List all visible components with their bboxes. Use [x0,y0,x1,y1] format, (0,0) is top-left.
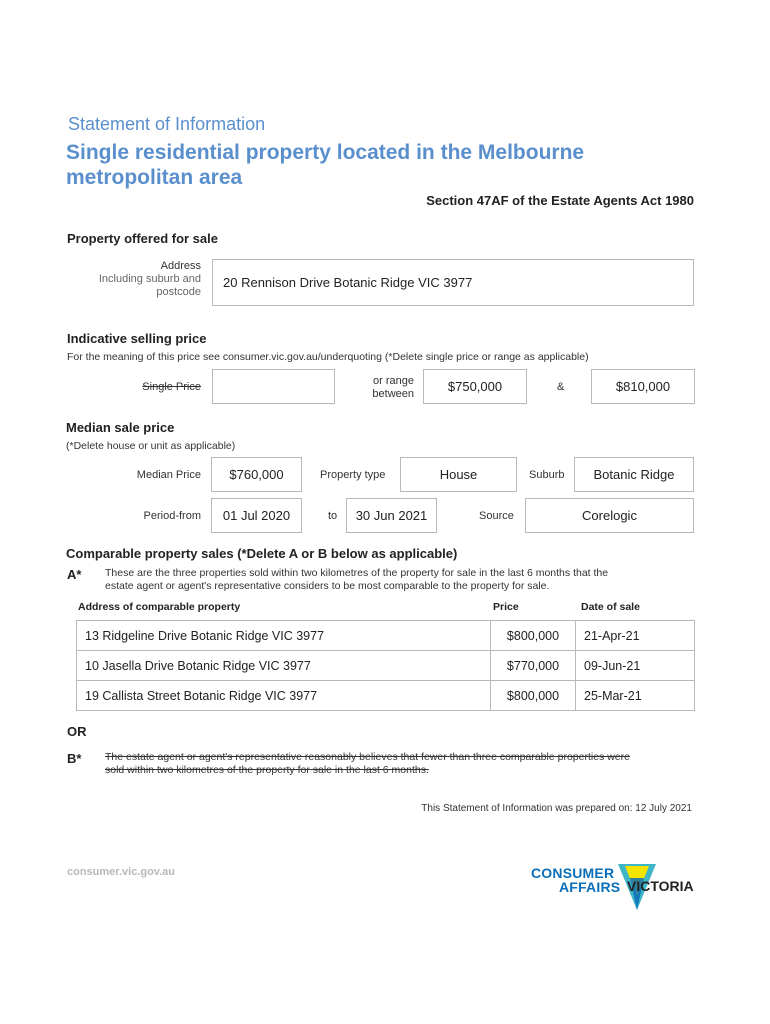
logo-consumer-text: CONSUMER [531,865,615,881]
document-subtitle [66,140,584,190]
column-price-header: Price [493,601,519,613]
column-address-header: Address of comparable property [78,601,241,613]
website-link[interactable]: consumer.vic.gov.au [67,866,176,878]
option-b-marker: B* [67,751,82,766]
range-label-line-1: or range [373,375,414,387]
comparable-sales-table [76,620,695,711]
logo-victoria-text: VICTORIA [627,878,694,894]
period-to-field[interactable] [346,498,437,533]
range-and-label: & [557,381,565,393]
act-reference: Section 47AF of the Estate Agents Act 1980 [426,193,694,208]
address-label-line-3: postcode [156,286,201,298]
option-b-text [105,751,630,777]
suburb-field[interactable] [574,457,694,492]
option-a-text-line-2: estate agent or agent's representative considers to be most comparable to the property for sale. [105,580,550,592]
address-value: 20 Rennison Drive Botanic Ridge VIC 3977 [223,275,473,290]
option-a-text [105,567,608,593]
comparable-address-cell[interactable]: 10 Jasella Drive Botanic Ridge VIC 3977 [77,651,491,681]
suburb-value: Botanic Ridge [593,467,675,482]
single-price-label: Single Price [142,381,201,393]
prepared-date: This Statement of Information was prepared on: 12 July 2021 [421,803,692,814]
source-label: Source [479,510,514,522]
comparable-price-cell[interactable]: $800,000 [491,621,576,651]
logo-affairs-text: AFFAIRS [559,879,621,895]
period-from-label: Period-from [143,510,201,522]
address-label [60,260,201,299]
comparable-date-cell[interactable]: 25-Mar-21 [576,681,695,711]
source-field[interactable] [525,498,694,533]
property-type-value: House [439,467,478,482]
consumer-affairs-victoria-logo [531,862,699,912]
property-heading: Property offered for sale [67,231,218,246]
address-label-line-2: Including suburb and [98,273,201,285]
indicative-heading: Indicative selling price [67,331,207,346]
property-type-label: Property type [320,469,386,481]
table-row [77,681,695,711]
period-to-value: 30 Jun 2021 [355,508,428,523]
period-from-field[interactable] [211,498,302,533]
property-type-field[interactable] [400,457,517,492]
column-date-header: Date of sale [581,601,640,613]
median-note: (*Delete house or unit as applicable) [66,440,236,452]
option-a-marker: A* [67,567,82,582]
range-high-value: $810,000 [615,379,671,394]
range-high-field[interactable] [591,369,695,404]
period-to-label: to [328,510,338,522]
comparable-date-cell[interactable]: 21-Apr-21 [576,621,695,651]
or-separator: OR [67,724,87,739]
range-low-field[interactable] [423,369,527,404]
comparable-price-cell[interactable]: $800,000 [491,681,576,711]
range-low-value: $750,000 [447,379,503,394]
range-label [340,375,414,401]
comparable-address-cell[interactable]: 19 Callista Street Botanic Ridge VIC 3977 [77,681,491,711]
suburb-label: Suburb [529,469,565,481]
document-title: Statement of Information [68,114,266,134]
median-price-label: Median Price [136,469,201,481]
single-price-field[interactable] [212,369,335,404]
indicative-note: For the meaning of this price see consumer.vic.gov.au/underquoting (*Delete single price or range as applicable) [67,351,589,363]
comparable-address-cell[interactable]: 13 Ridgeline Drive Botanic Ridge VIC 3977 [77,621,491,651]
address-label-line-1: Address [160,260,201,272]
comparable-date-cell[interactable]: 09-Jun-21 [576,651,695,681]
table-row [77,651,695,681]
period-from-value: 01 Jul 2020 [222,508,291,523]
source-value: Corelogic [582,508,637,523]
subtitle-line-1: Single residential property located in the Melbourne [66,141,585,164]
option-b-text-line-2: sold within two kilometres of the property for sale in the last 6 months. [105,764,429,776]
subtitle-line-2: metropolitan area [66,166,243,189]
median-heading: Median sale price [66,420,175,435]
comparable-heading: Comparable property sales (*Delete A or B below as applicable) [66,546,458,561]
table-row [77,621,695,651]
median-price-field[interactable] [211,457,302,492]
comparable-price-cell[interactable]: $770,000 [491,651,576,681]
address-field[interactable] [212,259,694,306]
median-price-value: $760,000 [229,467,284,482]
option-a-text-line-1: These are the three properties sold within two kilometres of the property for sale in the last 6 months that the [105,567,609,579]
range-label-line-2: between [372,388,414,400]
option-b-text-line-1: The estate agent or agent's representative reasonably believes that fewer than three comparable properties were [105,751,630,763]
